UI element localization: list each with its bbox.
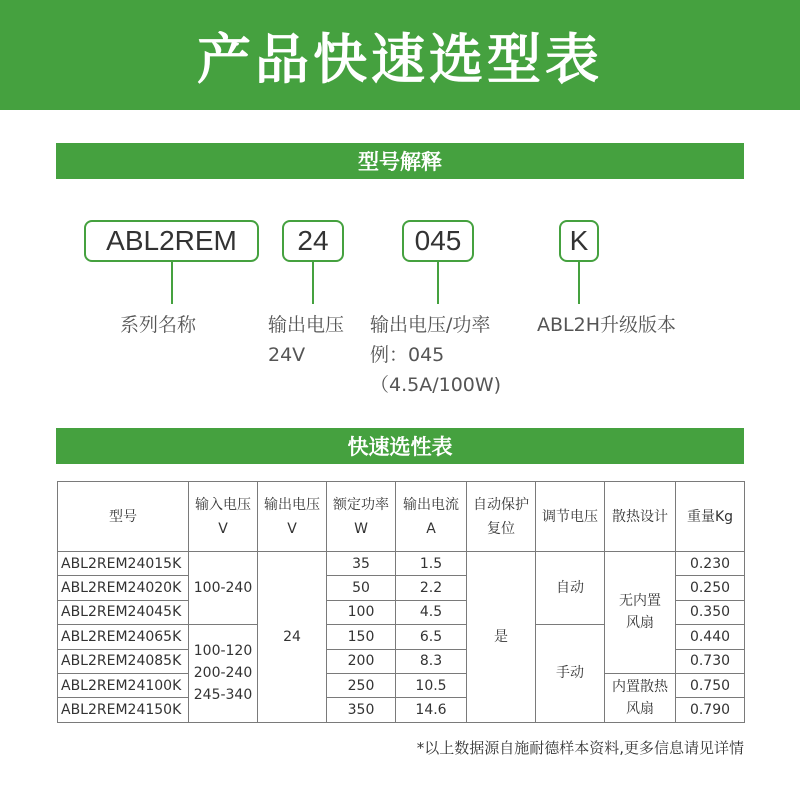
cell-current: 8.3 [396, 649, 467, 673]
table-header-row [58, 482, 745, 552]
connector-line [312, 262, 314, 304]
cell-input-voltage: 100-240 [189, 552, 258, 625]
cell-current: 4.5 [396, 600, 467, 624]
cell-auto-reset: 是 [467, 552, 536, 723]
model-explanation-bar [56, 143, 744, 179]
desc-power [370, 310, 501, 400]
cell-current: 14.6 [396, 698, 467, 722]
connector-line [578, 262, 580, 304]
cell-model: ABL2REM24100K [58, 673, 189, 697]
cell-power: 150 [327, 625, 396, 649]
code-box-version: K [559, 220, 599, 262]
cell-power: 100 [327, 600, 396, 624]
cell-current: 6.5 [396, 625, 467, 649]
cell-weight: 0.350 [676, 600, 745, 624]
desc-voltage-line1: 输出电压 [268, 314, 345, 336]
cell-model: ABL2REM24020K [58, 576, 189, 600]
selection-table-title: 快速选性表 [347, 435, 453, 459]
header-weight: 重量Kg [676, 482, 745, 552]
cell-model: ABL2REM24015K [58, 552, 189, 576]
header-output-current: 输出电流 A [396, 482, 467, 552]
cell-weight: 0.790 [676, 698, 745, 722]
cell-weight: 0.230 [676, 552, 745, 576]
cell-weight: 0.440 [676, 625, 745, 649]
selection-table [57, 481, 745, 723]
connector-line [171, 262, 173, 304]
cell-input-voltage-group2: 100-120 200-240 245-340 [189, 625, 258, 723]
desc-version [537, 310, 676, 340]
selection-table-bar [56, 428, 744, 464]
desc-voltage-line2: 24V [268, 344, 306, 366]
desc-power-line3: （4.5A/100W) [370, 374, 502, 396]
code-box-voltage: 24 [282, 220, 344, 262]
cell-cooling-fan: 内置散热 风扇 [605, 673, 676, 722]
page-header [0, 0, 800, 110]
desc-version-line1: ABL2H升级版本 [537, 314, 676, 336]
desc-power-line1: 输出电压/功率 [370, 314, 491, 336]
header-output-voltage: 输出电压 V [258, 482, 327, 552]
header-rated-power: 额定功率 W [327, 482, 396, 552]
cell-model: ABL2REM24045K [58, 600, 189, 624]
cell-model: ABL2REM24085K [58, 649, 189, 673]
header-adj-voltage: 调节电压 [536, 482, 605, 552]
cell-power: 350 [327, 698, 396, 722]
cell-weight: 0.750 [676, 673, 745, 697]
cell-output-voltage: 24 [258, 552, 327, 723]
header-auto-reset: 自动保护 复位 [467, 482, 536, 552]
cell-power: 50 [327, 576, 396, 600]
cell-adj-manual: 手动 [536, 625, 605, 723]
header-input-voltage: 输入电压 V [189, 482, 258, 552]
header-model: 型号 [58, 482, 189, 552]
page-title: 产品快速选型表 [197, 27, 603, 91]
code-box-series: ABL2REM [84, 220, 259, 262]
cell-power: 200 [327, 649, 396, 673]
code-box-power: 045 [402, 220, 474, 262]
cell-power: 35 [327, 552, 396, 576]
desc-power-line2: 例：045 [370, 344, 445, 366]
cell-model: ABL2REM24065K [58, 625, 189, 649]
cell-model: ABL2REM24150K [58, 698, 189, 722]
model-explanation-title: 型号解释 [358, 150, 442, 174]
desc-series-line1: 系列名称 [120, 314, 197, 336]
cell-current: 10.5 [396, 673, 467, 697]
cell-current: 1.5 [396, 552, 467, 576]
cell-weight: 0.250 [676, 576, 745, 600]
desc-series [120, 310, 196, 340]
cell-cooling-none: 无内置 风扇 [605, 552, 676, 674]
table-row [58, 552, 745, 576]
header-cooling: 散热设计 [605, 482, 676, 552]
cell-weight: 0.730 [676, 649, 745, 673]
cell-adj-auto: 自动 [536, 552, 605, 625]
desc-voltage [268, 310, 344, 370]
cell-current: 2.2 [396, 576, 467, 600]
connector-line [437, 262, 439, 304]
table-row [58, 673, 745, 697]
footnote: *以上数据源自施耐德样本资料,更多信息请见详情 [416, 739, 744, 757]
cell-power: 250 [327, 673, 396, 697]
